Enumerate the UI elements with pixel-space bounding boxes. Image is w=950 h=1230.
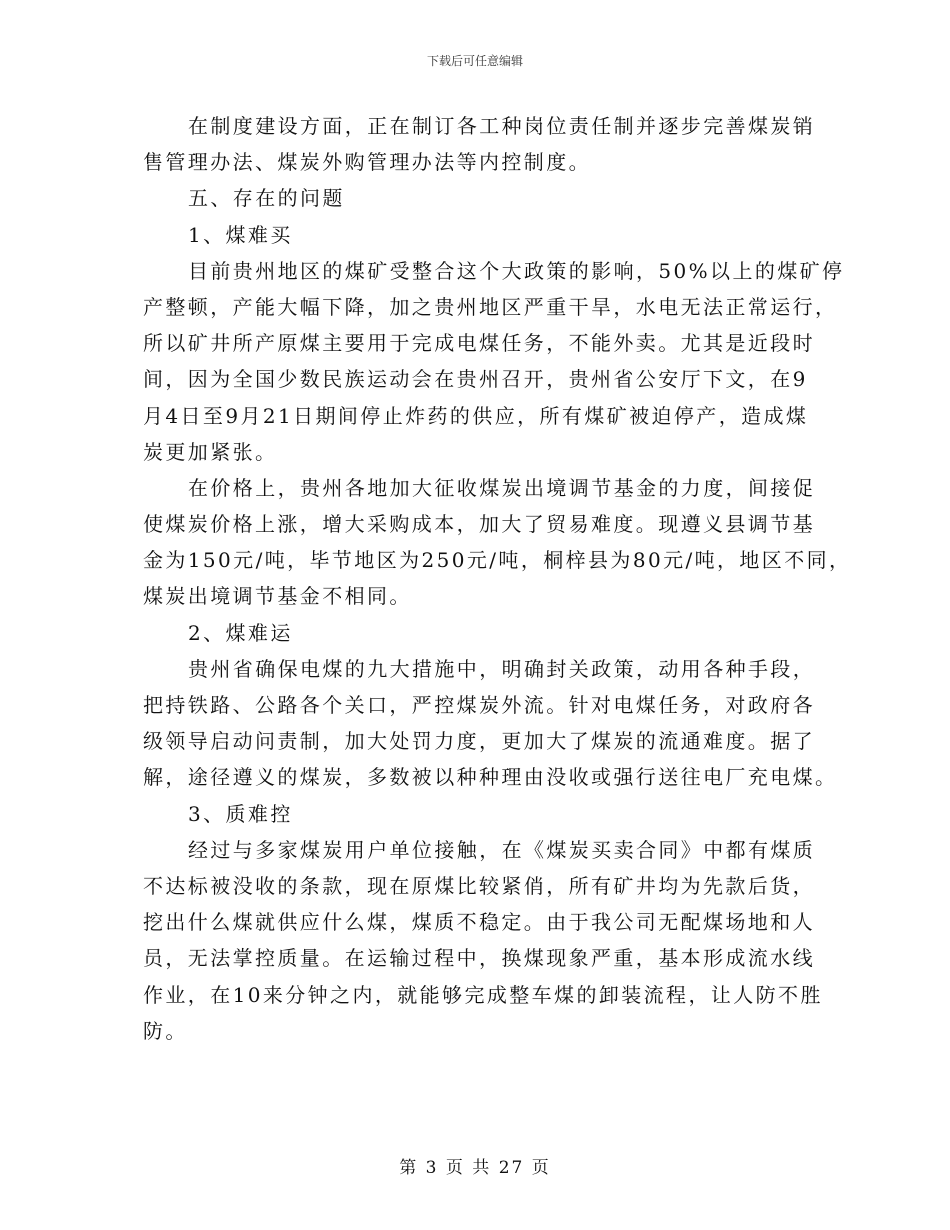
- paragraph-line: 在价格上，贵州各地加大征收煤炭出境调节基金的力度，间接促: [188, 475, 816, 500]
- paragraph-line: 防。: [143, 1018, 188, 1043]
- paragraph-line: 煤炭出境调节基金不相同。: [143, 584, 412, 609]
- paragraph-line: 解，途径遵义的煤炭，多数被以种种理由没收或强行送往电厂充电煤。: [143, 765, 838, 790]
- paragraph-line: 间，因为全国少数民族运动会在贵州召开，贵州省公安厅下文，在9: [143, 367, 808, 392]
- paragraph-line: 产整顿，产能大幅下降，加之贵州地区严重干旱，水电无法正常运行，: [143, 294, 838, 319]
- paragraph-line: 炭更加紧张。: [143, 439, 278, 464]
- paragraph-line: 不达标被没收的条款，现在原煤比较紧俏，所有矿井均为先款后货，: [143, 873, 815, 898]
- page-header-note: 下载后可任意编辑: [426, 54, 523, 68]
- page-number-footer: 第 3 页 共 27 页: [399, 1158, 551, 1178]
- paragraph-line: 在制度建设方面，正在制订各工种岗位责任制并逐步完善煤炭销: [188, 114, 816, 138]
- paragraph-line: 作业，在10来分钟之内，就能够完成整车煤的卸装流程，让人防不胜: [143, 982, 823, 1007]
- paragraph-line: 所以矿井所产原煤主要用于完成电煤任务，不能外卖。尤其是近段时: [143, 331, 815, 356]
- paragraph-line: 贵州省确保电煤的九大措施中，明确封关政策，动用各种手段，: [188, 656, 816, 681]
- paragraph-line: 挖出什么煤就供应什么煤，煤质不稳定。由于我公司无配煤场地和人: [143, 910, 815, 935]
- subsection-heading: 3、质难控: [188, 801, 293, 826]
- paragraph-line: 经过与多家煤炭用户单位接触，在《煤炭买卖合同》中都有煤质: [188, 837, 816, 862]
- paragraph-line: 月4日至9月21日期间停止炸药的供应，所有煤矿被迫停产，造成煤: [143, 403, 809, 428]
- paragraph-line: 目前贵州地区的煤矿受整合这个大政策的影响，50%以上的煤矿停: [188, 258, 845, 283]
- paragraph-line: 使煤炭价格上涨，增大采购成本，加大了贸易难度。现遵义县调节基: [143, 512, 815, 537]
- paragraph-line: 级领导启动问责制，加大处罚力度，更加大了煤炭的流通难度。据了: [143, 729, 815, 754]
- paragraph-line: 售管理办法、煤炭外购管理办法等内控制度。: [143, 150, 591, 175]
- subsection-heading: 2、煤难运: [188, 620, 293, 645]
- document-body: [143, 108, 852, 1049]
- paragraph-line: 金为150元/吨，毕节地区为250元/吨，桐梓县为80元/吨，地区不同，: [143, 548, 852, 573]
- section-heading: 五、存在的问题: [188, 186, 345, 211]
- paragraph-line: 把持铁路、公路各个关口，严控煤炭外流。针对电煤任务，对政府各: [143, 693, 815, 717]
- subsection-heading: 1、煤难买: [188, 222, 293, 247]
- paragraph-line: 员，无法掌控质量。在运输过程中，换煤现象严重，基本形成流水线: [143, 946, 815, 971]
